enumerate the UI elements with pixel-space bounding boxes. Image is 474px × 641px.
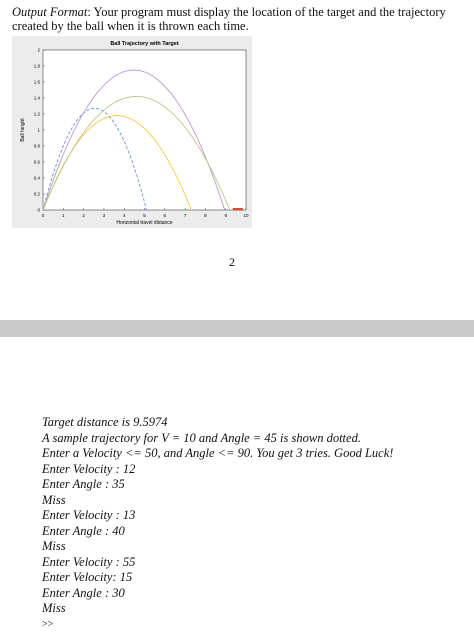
y-tick-label: 0.2	[33, 191, 40, 197]
output-format-text-line2: created by the ball when it is thrown each time.	[12, 19, 249, 33]
chart-title: Ball Trajectory with Target	[110, 41, 179, 47]
output-format-text-line1: : Your program must display the location of the target and the trajectory	[87, 5, 446, 19]
x-tick-label: 1	[62, 213, 65, 218]
y-tick-label: 1.4	[33, 95, 40, 101]
x-tick-label: 10	[243, 213, 249, 218]
console-line: Enter Angle : 35	[42, 477, 125, 491]
y-tick-label: 1	[37, 127, 40, 133]
console-line: Enter a Velocity <= 50, and Angle <= 90. You get 3 tries. Good Luck!	[42, 446, 394, 460]
x-tick-label: 0	[41, 213, 45, 218]
console-line: Target distance is 9.5974	[42, 415, 168, 429]
y-tick-label: 1.2	[33, 111, 40, 117]
x-axis-label: Horizontal travel distance	[116, 220, 173, 226]
console-line: Enter Velocity : 12	[42, 461, 136, 476]
y-tick-label: 1.6	[33, 79, 40, 85]
console-line: Enter Velocity: 15	[42, 570, 133, 584]
x-tick-label: 8	[204, 213, 207, 218]
trajectory-figure	[12, 36, 252, 228]
x-tick-label: 7	[183, 213, 187, 218]
y-tick-label: 0	[37, 207, 40, 213]
y-tick-label: 2	[37, 47, 40, 53]
target-marker	[233, 208, 243, 211]
console-line: Enter Velocity : 13	[42, 508, 136, 522]
y-tick-label: 0.6	[33, 159, 40, 165]
y-tick-label: 0.4	[33, 175, 40, 181]
console-line: Enter Angle : 40	[42, 523, 125, 538]
x-tick-label: 3	[102, 213, 106, 218]
page-number: 2	[229, 255, 235, 269]
trajectory-chart	[12, 36, 252, 228]
console-line: Miss	[42, 601, 66, 615]
x-tick-label: 5	[143, 213, 146, 218]
x-tick-label: 2	[82, 213, 85, 218]
y-tick-label: 0.8	[33, 143, 40, 149]
console-line: Miss	[42, 492, 66, 507]
console-prompt[interactable]: >>	[42, 618, 54, 630]
console-line: Enter Velocity : 55	[42, 554, 136, 569]
x-tick-label: 4	[122, 213, 126, 218]
y-tick-label: 1.8	[33, 63, 40, 69]
plot-area	[43, 50, 246, 210]
console-line: A sample trajectory for V = 10 and Angle = 45 is shown dotted.	[42, 430, 361, 445]
x-tick-label: 6	[163, 213, 167, 218]
x-tick-label: 9	[224, 213, 227, 218]
output-format-paragraph	[12, 5, 470, 33]
page-divider	[0, 320, 474, 337]
output-format-label: Output Format	[12, 5, 88, 19]
console-line: Miss	[42, 539, 66, 553]
y-axis-label: Ball height	[20, 118, 26, 142]
console-output	[42, 415, 462, 632]
console-line: Enter Angle : 30	[42, 585, 125, 600]
